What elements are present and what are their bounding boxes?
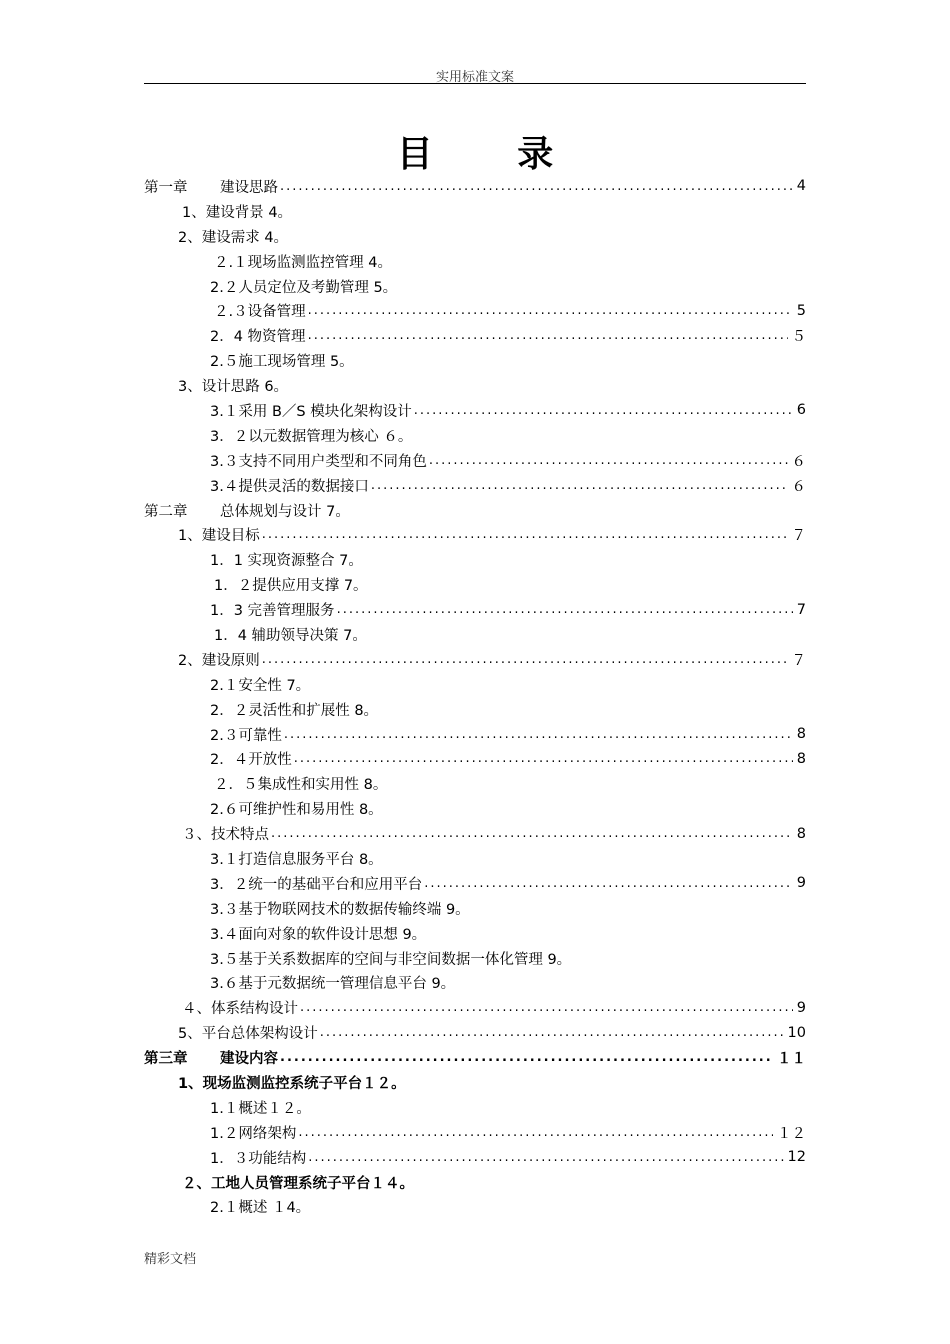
toc-page-number: 8 (796, 825, 806, 842)
toc-page-number: ６ (791, 453, 806, 470)
toc-page-number: 6 (796, 402, 806, 419)
toc-chapter-label: 第二章 (144, 503, 188, 520)
toc-entry[interactable] (144, 1145, 806, 1170)
toc-leader-dots (337, 602, 793, 617)
toc-page-number: 8 (796, 750, 806, 767)
toc-page-number: １２ (777, 1125, 806, 1142)
toc-entry[interactable] (144, 323, 806, 348)
toc-entry-text: 2.２人员定位及考勤管理 5。 (210, 279, 398, 296)
toc-entry[interactable] (144, 672, 806, 697)
toc-entry-text: 建设内容 (220, 1051, 278, 1068)
toc-leader-dots (308, 1150, 783, 1165)
toc-leader-dots (280, 179, 793, 194)
toc-page-number: 5 (796, 302, 806, 319)
toc-entry[interactable] (144, 771, 806, 796)
toc-entry-text: 3.５基于关系数据库的空间与非空间数据一体化管理 9。 (210, 951, 572, 968)
toc-entry-text: 1．３功能结构 (210, 1150, 307, 1167)
toc-entry[interactable] (144, 298, 806, 323)
toc-entry[interactable] (144, 647, 806, 672)
toc-page-number: 10 (787, 1024, 806, 1041)
toc-leader-dots (262, 527, 788, 542)
toc-page-number: 4 (796, 178, 806, 195)
toc-leader-dots (424, 876, 793, 891)
toc-page-number: 8 (796, 726, 806, 743)
toc-entry-text: 1．1 实现资源整合 7。 (210, 553, 363, 570)
toc-entry[interactable] (144, 722, 806, 747)
toc-entry[interactable] (144, 1070, 806, 1095)
toc-entry-text: 2.１概述 １4。 (210, 1200, 311, 1217)
toc-leader-dots (271, 826, 793, 841)
toc-entry[interactable] (144, 1120, 806, 1145)
toc-entry[interactable] (144, 896, 806, 921)
toc-leader-dots (280, 1050, 773, 1065)
toc-entry-text: 总体规划与设计 7。 (220, 503, 350, 520)
toc-entry[interactable] (144, 1020, 806, 1045)
toc-entry[interactable] (144, 622, 806, 647)
toc-entry-text: 2.３可靠性 (210, 727, 282, 744)
toc-entry[interactable] (144, 473, 806, 498)
toc-page-number: 7 (796, 601, 806, 618)
toc-entry[interactable] (144, 199, 806, 224)
toc-entry-text: ２.１现场监测监控管理 4。 (214, 254, 392, 271)
toc-leader-dots (262, 652, 788, 667)
toc-entry-text: 3.１采用 B／S 模块化架构设计 (210, 403, 412, 420)
toc-entry[interactable] (144, 373, 806, 398)
toc-entry-text: 2．４开放性 (210, 752, 292, 769)
toc-entry[interactable] (144, 597, 806, 622)
toc-leader-dots (371, 478, 788, 493)
toc-entry-text: 1、现场监测监控系统子平台１２。 (178, 1076, 406, 1092)
toc-entry-text: ４、体系结构设计 (182, 1001, 298, 1018)
toc-entry-text: 5、平台总体架构设计 (178, 1026, 318, 1043)
toc-entry-text: 1.１概述１２。 (210, 1100, 311, 1117)
toc-entry-text: 1、建设目标 (178, 528, 260, 545)
toc-entry-text: 3.４面向对象的软件设计思想 9。 (210, 926, 427, 943)
toc-entry[interactable] (144, 249, 806, 274)
toc-entry[interactable] (144, 1045, 806, 1070)
toc-page-number: ５ (791, 329, 806, 346)
toc-leader-dots (298, 1125, 773, 1140)
toc-entry[interactable] (144, 995, 806, 1020)
toc-entry-text: 2.１安全性 7。 (210, 677, 311, 694)
table-of-contents (144, 174, 806, 1219)
toc-entry[interactable] (144, 522, 806, 547)
toc-entry[interactable] (144, 572, 806, 597)
toc-entry-text: ２．５集成性和实用性 8。 (214, 777, 388, 794)
toc-entry-text: 1.２网络架构 (210, 1125, 297, 1142)
toc-leader-dots (320, 1025, 784, 1040)
toc-leader-dots (294, 751, 793, 766)
toc-entry[interactable] (144, 796, 806, 821)
toc-entry[interactable] (144, 871, 806, 896)
toc-page-number: ６ (791, 478, 806, 495)
toc-entry-text: 1．3 完善管理服务 (210, 603, 335, 620)
toc-chapter-label: 第三章 (144, 1051, 188, 1068)
toc-page-number: ７ (791, 652, 806, 669)
toc-entry-text: 3.３支持不同用户类型和不同角色 (210, 453, 427, 470)
toc-page-number: １１ (777, 1051, 806, 1068)
header-rule (144, 83, 806, 84)
toc-entry-text: 3．２统一的基础平台和应用平台 (210, 876, 423, 893)
page-header: 实用标准文案 (435, 70, 514, 85)
toc-entry[interactable] (144, 498, 806, 523)
toc-entry[interactable] (144, 697, 806, 722)
toc-leader-dots (414, 403, 793, 418)
toc-entry-text: 2、建设需求 4。 (178, 229, 289, 246)
toc-page-number: ７ (791, 528, 806, 545)
toc-entry-text: 3.４提供灵活的数据接口 (210, 478, 369, 495)
toc-entry-text: 2．4 物资管理 (210, 329, 306, 346)
toc-entry[interactable] (144, 921, 806, 946)
toc-entry-text: 3.３基于物联网技术的数据传输终端 9。 (210, 901, 470, 918)
toc-entry-text: ３、技术特点 (182, 827, 269, 844)
toc-entry-text: 1．２提供应用支撑 7。 (214, 578, 368, 595)
toc-entry-text: ２.３设备管理 (214, 304, 306, 321)
toc-entry[interactable] (144, 174, 806, 199)
toc-entry-text: 2.６可维护性和易用性 8。 (210, 802, 383, 819)
toc-entry-text: 2.５施工现场管理 5。 (210, 354, 354, 371)
toc-leader-dots (308, 303, 793, 318)
toc-entry-text: 3.１打造信息服务平台 8。 (210, 851, 383, 868)
toc-entry-text: 3、设计思路 6。 (178, 379, 289, 396)
toc-entry-text: 3．２以元数据管理为核心 ６。 (210, 428, 413, 445)
toc-entry[interactable] (144, 547, 806, 572)
toc-leader-dots (308, 328, 788, 343)
toc-entry[interactable] (144, 821, 806, 846)
toc-leader-dots (429, 453, 788, 468)
toc-entry[interactable] (144, 398, 806, 423)
toc-title: 目 录 (396, 134, 590, 175)
toc-entry[interactable] (144, 946, 806, 971)
toc-page-number: 9 (796, 999, 806, 1016)
toc-entry-text: 3.６基于元数据统一管理信息平台 9。 (210, 976, 456, 993)
toc-entry-text: 1、建设背景 4。 (182, 204, 293, 221)
toc-entry[interactable] (144, 1170, 806, 1195)
toc-entry-text: 1．4 辅助领导决策 7。 (214, 627, 367, 644)
toc-entry-text: ２、工地人员管理系统子平台１４。 (182, 1175, 414, 1192)
toc-entry-text: 2．２灵活性和扩展性 8。 (210, 702, 379, 719)
toc-entry[interactable] (144, 746, 806, 771)
toc-entry[interactable] (144, 348, 806, 373)
page-footer: 精彩文档 (144, 1252, 197, 1267)
toc-leader-dots (300, 1000, 793, 1015)
toc-chapter-label: 第一章 (144, 179, 188, 196)
toc-entry[interactable] (144, 846, 806, 871)
toc-entry-text: 2、建设原则 (178, 652, 260, 669)
toc-page-number: 12 (787, 1149, 806, 1166)
toc-entry[interactable] (144, 448, 806, 473)
toc-entry[interactable] (144, 224, 806, 249)
toc-entry[interactable] (144, 971, 806, 996)
toc-entry[interactable] (144, 1195, 806, 1220)
toc-entry-text: 建设思路 (220, 179, 278, 196)
toc-leader-dots (284, 727, 793, 742)
toc-entry[interactable] (144, 423, 806, 448)
toc-page-number: 9 (796, 875, 806, 892)
toc-entry[interactable] (144, 274, 806, 299)
toc-entry[interactable] (144, 1095, 806, 1120)
